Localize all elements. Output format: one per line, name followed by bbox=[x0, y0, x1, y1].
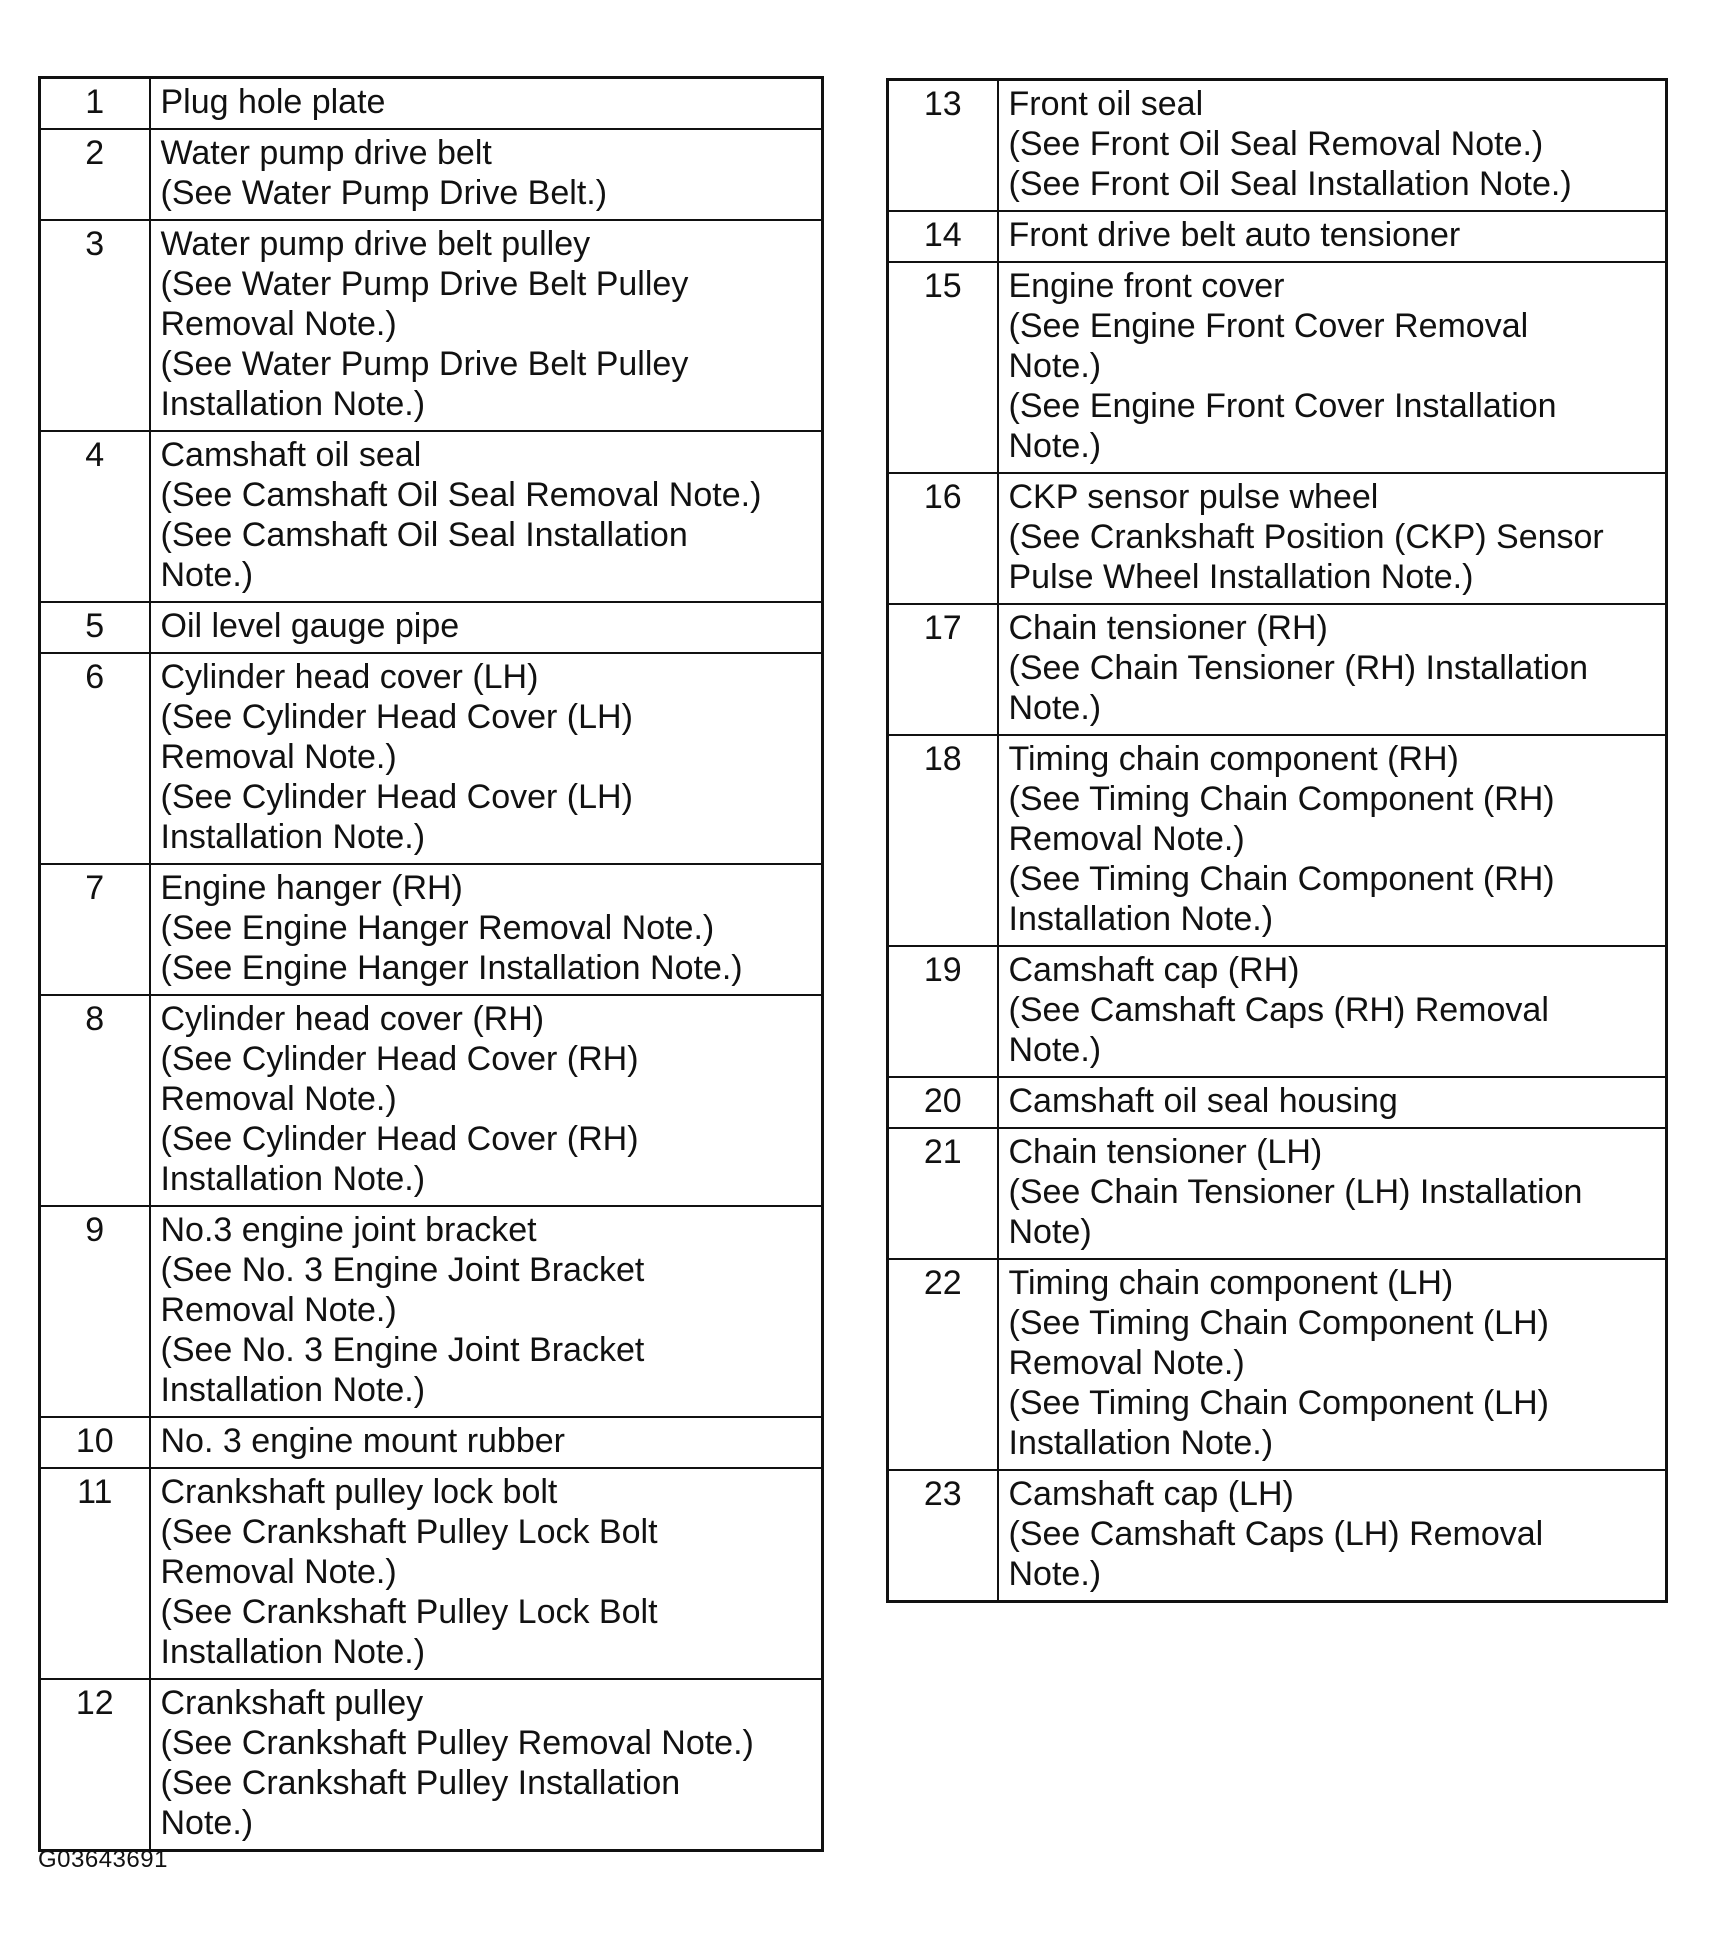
description-line: Engine hanger (RH) bbox=[160, 869, 463, 907]
item-number: 7 bbox=[40, 864, 150, 995]
description-line: Note.) bbox=[160, 556, 254, 594]
item-number: 16 bbox=[888, 473, 998, 604]
description-line: Removal Note.) bbox=[1008, 820, 1245, 858]
description-line: (See Cylinder Head Cover (LH) bbox=[160, 698, 633, 736]
description-line: (See Camshaft Caps (LH) Removal bbox=[1008, 1515, 1544, 1553]
description-line: CKP sensor pulse wheel bbox=[1008, 478, 1379, 516]
description-line: Installation Note.) bbox=[160, 818, 426, 856]
table-row bbox=[888, 80, 1667, 212]
description-line: Note.) bbox=[1008, 347, 1102, 385]
description-line: Removal Note.) bbox=[160, 1291, 397, 1329]
description-line: (See Timing Chain Component (RH) bbox=[1008, 780, 1555, 818]
description-line: Installation Note.) bbox=[1008, 1424, 1274, 1462]
description-line: (See Crankshaft Pulley Lock Bolt bbox=[160, 1593, 658, 1631]
item-description bbox=[150, 1468, 823, 1679]
description-line: (See Front Oil Seal Installation Note.) bbox=[1008, 165, 1572, 203]
description-line: Note) bbox=[1008, 1213, 1092, 1251]
description-line: Cylinder head cover (RH) bbox=[160, 1000, 545, 1038]
description-line: (See Cylinder Head Cover (LH) bbox=[160, 778, 633, 816]
description-line: Chain tensioner (RH) bbox=[1008, 609, 1328, 647]
table-row bbox=[888, 735, 1667, 946]
description-line: (See Engine Front Cover Removal bbox=[1008, 307, 1529, 345]
description-line: (See Camshaft Oil Seal Removal Note.) bbox=[160, 476, 762, 514]
table-row bbox=[888, 1077, 1667, 1128]
item-number: 19 bbox=[888, 946, 998, 1077]
table-row bbox=[888, 946, 1667, 1077]
description-line: Crankshaft pulley bbox=[160, 1684, 424, 1722]
description-line: No. 3 engine mount rubber bbox=[160, 1422, 565, 1460]
description-line: Note.) bbox=[1008, 1031, 1102, 1069]
description-line: Front oil seal bbox=[1008, 85, 1204, 123]
item-description bbox=[998, 946, 1667, 1077]
legend-table-left-body bbox=[40, 78, 823, 1851]
item-description bbox=[150, 129, 823, 220]
description-line: Camshaft oil seal bbox=[160, 436, 422, 474]
item-number: 5 bbox=[40, 602, 150, 653]
description-line: (See Timing Chain Component (LH) bbox=[1008, 1304, 1549, 1342]
item-number: 18 bbox=[888, 735, 998, 946]
table-row bbox=[40, 431, 823, 602]
item-description bbox=[150, 602, 823, 653]
figure-code: G03643691 bbox=[38, 1846, 168, 1873]
description-line: (See Chain Tensioner (RH) Installation bbox=[1008, 649, 1589, 687]
table-row bbox=[40, 1679, 823, 1851]
item-number: 6 bbox=[40, 653, 150, 864]
item-description bbox=[998, 1128, 1667, 1259]
description-line: (See Crankshaft Pulley Lock Bolt bbox=[160, 1513, 658, 1551]
item-description bbox=[150, 1206, 823, 1417]
item-number: 10 bbox=[40, 1417, 150, 1468]
description-line: Front drive belt auto tensioner bbox=[1008, 216, 1461, 254]
description-line: Water pump drive belt bbox=[160, 134, 492, 172]
description-line: (See Water Pump Drive Belt Pulley bbox=[160, 345, 689, 383]
table-row bbox=[888, 604, 1667, 735]
description-line: (See Water Pump Drive Belt Pulley bbox=[160, 265, 689, 303]
description-line: Water pump drive belt pulley bbox=[160, 225, 591, 263]
table-row bbox=[40, 1417, 823, 1468]
description-line: (See Crankshaft Pulley Removal Note.) bbox=[160, 1724, 754, 1762]
description-line: Note.) bbox=[160, 1804, 254, 1842]
description-line: (See Water Pump Drive Belt.) bbox=[160, 174, 608, 212]
item-number: 17 bbox=[888, 604, 998, 735]
description-line: (See Crankshaft Pulley Installation bbox=[160, 1764, 681, 1802]
table-row bbox=[40, 220, 823, 431]
description-line: Installation Note.) bbox=[1008, 900, 1274, 938]
table-row bbox=[40, 1206, 823, 1417]
description-line: Removal Note.) bbox=[160, 738, 397, 776]
description-line: (See Engine Hanger Installation Note.) bbox=[160, 949, 743, 987]
description-line: (See Camshaft Caps (RH) Removal bbox=[1008, 991, 1549, 1029]
description-line: (See Front Oil Seal Removal Note.) bbox=[1008, 125, 1544, 163]
description-line: (See Chain Tensioner (LH) Installation bbox=[1008, 1173, 1583, 1211]
item-description bbox=[150, 864, 823, 995]
description-line: No.3 engine joint bracket bbox=[160, 1211, 537, 1249]
description-line: (See Engine Hanger Removal Note.) bbox=[160, 909, 715, 947]
item-number: 20 bbox=[888, 1077, 998, 1128]
table-row bbox=[40, 129, 823, 220]
item-number: 22 bbox=[888, 1259, 998, 1470]
description-line: Camshaft oil seal housing bbox=[1008, 1082, 1398, 1120]
item-number: 13 bbox=[888, 80, 998, 212]
description-line: Pulse Wheel Installation Note.) bbox=[1008, 558, 1474, 596]
item-description bbox=[998, 1470, 1667, 1602]
legend-table-right bbox=[886, 78, 1668, 1603]
item-number: 15 bbox=[888, 262, 998, 473]
item-number: 8 bbox=[40, 995, 150, 1206]
table-row bbox=[40, 602, 823, 653]
item-number: 3 bbox=[40, 220, 150, 431]
description-line: (See Cylinder Head Cover (RH) bbox=[160, 1120, 639, 1158]
item-description bbox=[150, 995, 823, 1206]
item-number: 14 bbox=[888, 211, 998, 262]
item-description bbox=[998, 735, 1667, 946]
description-line: Camshaft cap (LH) bbox=[1008, 1475, 1294, 1513]
description-line: Camshaft cap (RH) bbox=[1008, 951, 1300, 989]
legend-table-right-body bbox=[888, 80, 1667, 1602]
description-line: Installation Note.) bbox=[160, 385, 426, 423]
description-line: Engine front cover bbox=[1008, 267, 1285, 305]
description-line: Removal Note.) bbox=[160, 1553, 397, 1591]
description-line: (See Crankshaft Position (CKP) Sensor bbox=[1008, 518, 1604, 556]
description-line: (See Timing Chain Component (RH) bbox=[1008, 860, 1555, 898]
item-description bbox=[150, 431, 823, 602]
item-description bbox=[150, 1417, 823, 1468]
description-line: Note.) bbox=[1008, 689, 1102, 727]
table-row bbox=[40, 1468, 823, 1679]
item-number: 4 bbox=[40, 431, 150, 602]
table-row bbox=[40, 653, 823, 864]
description-line: (See Cylinder Head Cover (RH) bbox=[160, 1040, 639, 1078]
description-line: Plug hole plate bbox=[160, 83, 386, 121]
description-line: Timing chain component (RH) bbox=[1008, 740, 1459, 778]
item-description bbox=[998, 604, 1667, 735]
item-description bbox=[998, 80, 1667, 212]
description-line: Removal Note.) bbox=[1008, 1344, 1245, 1382]
item-number: 23 bbox=[888, 1470, 998, 1602]
table-row bbox=[888, 1128, 1667, 1259]
description-line: (See No. 3 Engine Joint Bracket bbox=[160, 1331, 645, 1369]
table-row bbox=[888, 262, 1667, 473]
item-description bbox=[998, 1077, 1667, 1128]
description-line: Installation Note.) bbox=[160, 1160, 426, 1198]
item-number: 21 bbox=[888, 1128, 998, 1259]
item-description bbox=[998, 211, 1667, 262]
item-number: 2 bbox=[40, 129, 150, 220]
table-row bbox=[40, 995, 823, 1206]
description-line: (See No. 3 Engine Joint Bracket bbox=[160, 1251, 645, 1289]
description-line: Crankshaft pulley lock bolt bbox=[160, 1473, 558, 1511]
item-description bbox=[150, 220, 823, 431]
item-description bbox=[150, 653, 823, 864]
description-line: Chain tensioner (LH) bbox=[1008, 1133, 1323, 1171]
table-row bbox=[888, 211, 1667, 262]
description-line: (See Camshaft Oil Seal Installation bbox=[160, 516, 688, 554]
description-line: Timing chain component (LH) bbox=[1008, 1264, 1454, 1302]
description-line: (See Timing Chain Component (LH) bbox=[1008, 1384, 1549, 1422]
description-line: (See Engine Front Cover Installation bbox=[1008, 387, 1557, 425]
description-line: Note.) bbox=[1008, 1555, 1102, 1593]
item-description bbox=[998, 473, 1667, 604]
item-description bbox=[998, 1259, 1667, 1470]
table-row bbox=[40, 864, 823, 995]
item-number: 11 bbox=[40, 1468, 150, 1679]
item-number: 9 bbox=[40, 1206, 150, 1417]
item-description bbox=[998, 262, 1667, 473]
description-line: Note.) bbox=[1008, 427, 1102, 465]
description-line: Removal Note.) bbox=[160, 1080, 397, 1118]
description-line: Installation Note.) bbox=[160, 1633, 426, 1671]
description-line: Installation Note.) bbox=[160, 1371, 426, 1409]
item-number: 12 bbox=[40, 1679, 150, 1851]
description-line: Cylinder head cover (LH) bbox=[160, 658, 539, 696]
item-number: 1 bbox=[40, 78, 150, 130]
description-line: Removal Note.) bbox=[160, 305, 397, 343]
description-line: Oil level gauge pipe bbox=[160, 607, 460, 645]
item-description bbox=[150, 78, 823, 130]
table-row bbox=[40, 78, 823, 130]
legend-table-left bbox=[38, 76, 824, 1852]
table-row bbox=[888, 473, 1667, 604]
table-row bbox=[888, 1259, 1667, 1470]
table-row bbox=[888, 1470, 1667, 1602]
item-description bbox=[150, 1679, 823, 1851]
